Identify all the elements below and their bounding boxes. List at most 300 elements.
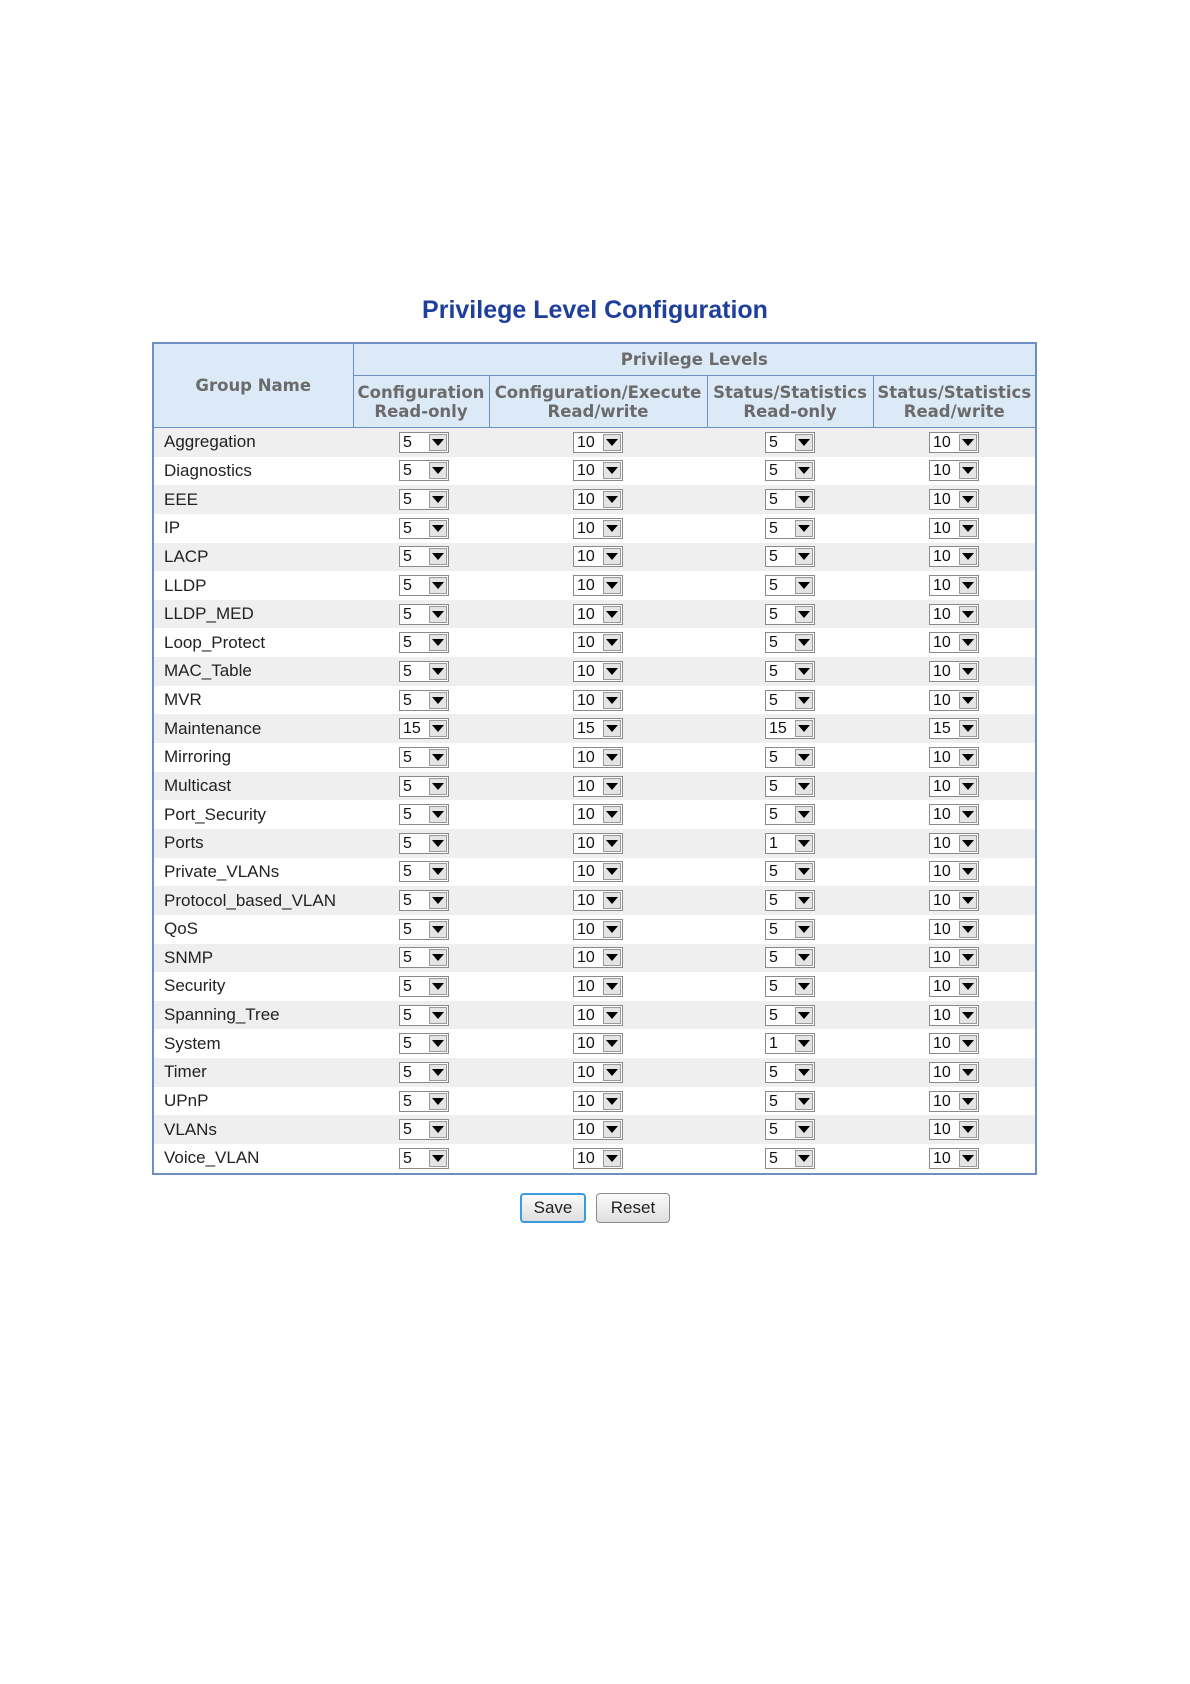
- dropdown-arrow-icon[interactable]: [795, 1064, 813, 1081]
- dropdown-arrow-icon[interactable]: [795, 491, 813, 508]
- privilege-select-status-readwrite[interactable]: [929, 976, 979, 997]
- privilege-select-status-readwrite[interactable]: [929, 890, 979, 911]
- privilege-select-value: 10: [933, 519, 951, 537]
- privilege-select-config-readonly[interactable]: [399, 489, 449, 510]
- dropdown-arrow-icon[interactable]: [795, 520, 813, 537]
- dropdown-arrow-icon[interactable]: [959, 548, 977, 565]
- privilege-select-value: 10: [577, 1006, 595, 1024]
- privilege-cell: [489, 1058, 707, 1087]
- group-name-cell: LLDP: [153, 571, 353, 600]
- privilege-select-status-readonly[interactable]: [765, 1148, 815, 1169]
- privilege-cell: [873, 714, 1036, 743]
- privilege-select-config-execute-readwrite[interactable]: [573, 1148, 623, 1169]
- privilege-select-config-execute-readwrite[interactable]: [573, 546, 623, 567]
- dropdown-arrow-icon[interactable]: [429, 1121, 447, 1138]
- dropdown-arrow-icon[interactable]: [959, 577, 977, 594]
- privilege-cell: [489, 829, 707, 858]
- privilege-select-config-execute-readwrite[interactable]: [573, 1062, 623, 1083]
- privilege-select-config-execute-readwrite[interactable]: [573, 661, 623, 682]
- privilege-select-status-readwrite[interactable]: [929, 518, 979, 539]
- dropdown-arrow-icon[interactable]: [429, 778, 447, 795]
- privilege-select-config-readonly[interactable]: [399, 604, 449, 625]
- dropdown-arrow-icon[interactable]: [959, 1121, 977, 1138]
- dropdown-arrow-icon[interactable]: [603, 462, 621, 479]
- privilege-select-config-readonly[interactable]: [399, 1062, 449, 1083]
- privilege-select-status-readwrite[interactable]: [929, 833, 979, 854]
- dropdown-arrow-icon[interactable]: [429, 892, 447, 909]
- privilege-select-config-execute-readwrite[interactable]: [573, 804, 623, 825]
- group-name-cell: EEE: [153, 485, 353, 514]
- dropdown-arrow-icon[interactable]: [795, 577, 813, 594]
- dropdown-arrow-icon[interactable]: [429, 577, 447, 594]
- dropdown-arrow-icon[interactable]: [959, 749, 977, 766]
- privilege-cell: [873, 743, 1036, 772]
- privilege-select-value: 10: [577, 806, 595, 824]
- dropdown-arrow-icon[interactable]: [795, 978, 813, 995]
- privilege-select-status-readonly[interactable]: [765, 718, 815, 739]
- dropdown-arrow-icon[interactable]: [959, 462, 977, 479]
- dropdown-arrow-icon[interactable]: [429, 1007, 447, 1024]
- privilege-select-value: 1: [769, 834, 778, 852]
- privilege-select-status-readwrite[interactable]: [929, 1062, 979, 1083]
- dropdown-arrow-icon[interactable]: [959, 978, 977, 995]
- privilege-select-config-execute-readwrite[interactable]: [573, 460, 623, 481]
- privilege-select-status-readwrite[interactable]: [929, 432, 979, 453]
- dropdown-arrow-icon[interactable]: [429, 606, 447, 623]
- dropdown-arrow-icon[interactable]: [795, 921, 813, 938]
- dropdown-arrow-icon[interactable]: [959, 1064, 977, 1081]
- privilege-select-status-readonly[interactable]: [765, 890, 815, 911]
- dropdown-arrow-icon[interactable]: [603, 949, 621, 966]
- privilege-cell: [873, 657, 1036, 686]
- privilege-select-config-execute-readwrite[interactable]: [573, 1091, 623, 1112]
- dropdown-arrow-icon[interactable]: [795, 1121, 813, 1138]
- privilege-select-status-readonly[interactable]: [765, 947, 815, 968]
- dropdown-arrow-icon[interactable]: [959, 720, 977, 737]
- privilege-select-config-readonly[interactable]: [399, 546, 449, 567]
- privilege-select-status-readonly[interactable]: [765, 632, 815, 653]
- dropdown-arrow-icon[interactable]: [959, 949, 977, 966]
- dropdown-arrow-icon[interactable]: [959, 1035, 977, 1052]
- privilege-select-value: 5: [403, 863, 412, 881]
- privilege-select-config-readonly[interactable]: [399, 1119, 449, 1140]
- dropdown-arrow-icon[interactable]: [429, 1093, 447, 1110]
- privilege-select-value: 5: [769, 634, 778, 652]
- reset-button[interactable]: Reset: [596, 1193, 670, 1223]
- privilege-select-config-readonly[interactable]: [399, 947, 449, 968]
- privilege-select-config-readonly[interactable]: [399, 1005, 449, 1026]
- privilege-select-config-execute-readwrite[interactable]: [573, 575, 623, 596]
- privilege-select-config-readonly[interactable]: [399, 718, 449, 739]
- dropdown-arrow-icon[interactable]: [795, 434, 813, 451]
- dropdown-arrow-icon[interactable]: [429, 749, 447, 766]
- privilege-select-status-readonly[interactable]: [765, 747, 815, 768]
- table-row: [153, 1115, 1036, 1144]
- privilege-select-value: 10: [933, 977, 951, 995]
- privilege-select-value: 5: [403, 662, 412, 680]
- privilege-select-status-readonly[interactable]: [765, 432, 815, 453]
- privilege-select-config-execute-readwrite[interactable]: [573, 833, 623, 854]
- privilege-cell: [707, 514, 873, 543]
- privilege-select-status-readwrite[interactable]: [929, 575, 979, 596]
- privilege-select-status-readonly[interactable]: [765, 861, 815, 882]
- dropdown-arrow-icon[interactable]: [959, 921, 977, 938]
- privilege-cell: [873, 457, 1036, 486]
- dropdown-arrow-icon[interactable]: [429, 806, 447, 823]
- privilege-select-config-readonly[interactable]: [399, 976, 449, 997]
- privilege-select-value: 5: [403, 433, 412, 451]
- privilege-cell: [707, 628, 873, 657]
- group-name-cell: Spanning_Tree: [153, 1001, 353, 1030]
- privilege-select-value: 5: [769, 577, 778, 595]
- privilege-select-status-readwrite[interactable]: [929, 861, 979, 882]
- privilege-cell: [489, 457, 707, 486]
- privilege-select-config-readonly[interactable]: [399, 861, 449, 882]
- dropdown-arrow-icon[interactable]: [795, 1035, 813, 1052]
- privilege-select-value: 5: [769, 662, 778, 680]
- dropdown-arrow-icon[interactable]: [795, 1007, 813, 1024]
- dropdown-arrow-icon[interactable]: [959, 434, 977, 451]
- privilege-select-status-readonly[interactable]: [765, 1119, 815, 1140]
- dropdown-arrow-icon[interactable]: [603, 1093, 621, 1110]
- privilege-select-value: 15: [933, 720, 951, 738]
- privilege-select-value: 5: [403, 491, 412, 509]
- dropdown-arrow-icon[interactable]: [603, 978, 621, 995]
- privilege-select-status-readonly[interactable]: [765, 776, 815, 797]
- privilege-cell: [873, 1058, 1036, 1087]
- dropdown-arrow-icon[interactable]: [795, 548, 813, 565]
- privilege-select-config-readonly[interactable]: [399, 1148, 449, 1169]
- dropdown-arrow-icon[interactable]: [429, 634, 447, 651]
- table-row: [153, 571, 1036, 600]
- privilege-cell: [707, 714, 873, 743]
- privilege-select-config-execute-readwrite[interactable]: [573, 1005, 623, 1026]
- privilege-select-status-readwrite[interactable]: [929, 604, 979, 625]
- privilege-select-config-readonly[interactable]: [399, 432, 449, 453]
- privilege-select-value: 5: [769, 433, 778, 451]
- privilege-select-value: 5: [403, 1149, 412, 1167]
- privilege-select-config-readonly[interactable]: [399, 518, 449, 539]
- dropdown-arrow-icon[interactable]: [603, 692, 621, 709]
- privilege-select-value: 10: [577, 519, 595, 537]
- privilege-select-status-readwrite[interactable]: [929, 546, 979, 567]
- dropdown-arrow-icon[interactable]: [959, 778, 977, 795]
- privilege-select-value: 1: [769, 1035, 778, 1053]
- privilege-select-value: 10: [577, 977, 595, 995]
- privilege-select-config-readonly[interactable]: [399, 690, 449, 711]
- dropdown-arrow-icon[interactable]: [959, 863, 977, 880]
- dropdown-arrow-icon[interactable]: [603, 720, 621, 737]
- privilege-select-value: 5: [403, 691, 412, 709]
- privilege-cell: [873, 514, 1036, 543]
- privilege-select-status-readonly[interactable]: [765, 604, 815, 625]
- privilege-cell: [707, 858, 873, 887]
- privilege-select-config-readonly[interactable]: [399, 460, 449, 481]
- privilege-select-status-readwrite[interactable]: [929, 776, 979, 797]
- table-row: [153, 944, 1036, 973]
- privilege-select-config-readonly[interactable]: [399, 919, 449, 940]
- dropdown-arrow-icon[interactable]: [795, 462, 813, 479]
- privilege-select-config-execute-readwrite[interactable]: [573, 947, 623, 968]
- dropdown-arrow-icon[interactable]: [429, 921, 447, 938]
- dropdown-arrow-icon[interactable]: [429, 720, 447, 737]
- privilege-cell: [489, 1029, 707, 1058]
- dropdown-arrow-icon[interactable]: [959, 892, 977, 909]
- dropdown-arrow-icon[interactable]: [603, 1064, 621, 1081]
- privilege-select-value: 10: [577, 605, 595, 623]
- privilege-select-status-readwrite[interactable]: [929, 1033, 979, 1054]
- group-name-cell: Loop_Protect: [153, 628, 353, 657]
- privilege-select-status-readonly[interactable]: [765, 833, 815, 854]
- privilege-cell: [873, 858, 1036, 887]
- privilege-select-config-execute-readwrite[interactable]: [573, 489, 623, 510]
- privilege-select-value: 5: [403, 748, 412, 766]
- privilege-select-config-execute-readwrite[interactable]: [573, 747, 623, 768]
- privilege-select-config-execute-readwrite[interactable]: [573, 632, 623, 653]
- dropdown-arrow-icon[interactable]: [429, 949, 447, 966]
- dropdown-arrow-icon[interactable]: [429, 434, 447, 451]
- dropdown-arrow-icon[interactable]: [603, 520, 621, 537]
- privilege-select-status-readwrite[interactable]: [929, 1005, 979, 1026]
- dropdown-arrow-icon[interactable]: [795, 692, 813, 709]
- dropdown-arrow-icon[interactable]: [795, 949, 813, 966]
- privilege-select-status-readwrite[interactable]: [929, 947, 979, 968]
- privilege-select-config-readonly[interactable]: [399, 776, 449, 797]
- privilege-select-value: 10: [933, 662, 951, 680]
- privilege-select-value: 10: [933, 949, 951, 967]
- privilege-select-status-readwrite[interactable]: [929, 690, 979, 711]
- privilege-select-status-readonly[interactable]: [765, 518, 815, 539]
- privilege-select-value: 10: [933, 1063, 951, 1081]
- dropdown-arrow-icon[interactable]: [795, 892, 813, 909]
- dropdown-arrow-icon[interactable]: [429, 978, 447, 995]
- privilege-select-status-readonly[interactable]: [765, 1062, 815, 1083]
- dropdown-arrow-icon[interactable]: [429, 835, 447, 852]
- privilege-cell: [489, 800, 707, 829]
- privilege-cell: [707, 1144, 873, 1174]
- privilege-select-status-readonly[interactable]: [765, 1005, 815, 1026]
- dropdown-arrow-icon[interactable]: [603, 663, 621, 680]
- privilege-select-value: 10: [577, 1092, 595, 1110]
- privilege-select-config-readonly[interactable]: [399, 575, 449, 596]
- privilege-cell: [873, 915, 1036, 944]
- privilege-cell: [489, 543, 707, 572]
- privilege-cell: [353, 944, 489, 973]
- dropdown-arrow-icon[interactable]: [603, 1150, 621, 1167]
- dropdown-arrow-icon[interactable]: [429, 548, 447, 565]
- privilege-select-value: 10: [933, 548, 951, 566]
- dropdown-arrow-icon[interactable]: [959, 634, 977, 651]
- dropdown-arrow-icon[interactable]: [603, 548, 621, 565]
- privilege-select-value: 10: [577, 462, 595, 480]
- privilege-select-value: 10: [933, 1006, 951, 1024]
- privilege-select-value: 5: [403, 548, 412, 566]
- privilege-select-status-readonly[interactable]: [765, 575, 815, 596]
- privilege-select-value: 5: [403, 949, 412, 967]
- privilege-select-status-readonly[interactable]: [765, 460, 815, 481]
- privilege-select-status-readwrite[interactable]: [929, 919, 979, 940]
- dropdown-arrow-icon[interactable]: [429, 520, 447, 537]
- privilege-select-value: 10: [577, 748, 595, 766]
- dropdown-arrow-icon[interactable]: [429, 692, 447, 709]
- dropdown-arrow-icon[interactable]: [959, 491, 977, 508]
- dropdown-arrow-icon[interactable]: [959, 520, 977, 537]
- table-row: [153, 514, 1036, 543]
- privilege-select-config-readonly[interactable]: [399, 804, 449, 825]
- dropdown-arrow-icon[interactable]: [603, 1007, 621, 1024]
- privilege-select-status-readwrite[interactable]: [929, 632, 979, 653]
- privilege-cell: [707, 800, 873, 829]
- privilege-select-value: 10: [577, 548, 595, 566]
- dropdown-arrow-icon[interactable]: [429, 663, 447, 680]
- dropdown-arrow-icon[interactable]: [959, 1093, 977, 1110]
- dropdown-arrow-icon[interactable]: [603, 806, 621, 823]
- privilege-select-config-execute-readwrite[interactable]: [573, 1033, 623, 1054]
- dropdown-arrow-icon[interactable]: [603, 1121, 621, 1138]
- privilege-select-config-execute-readwrite[interactable]: [573, 776, 623, 797]
- privilege-select-config-readonly[interactable]: [399, 1033, 449, 1054]
- privilege-select-status-readonly[interactable]: [765, 546, 815, 567]
- dropdown-arrow-icon[interactable]: [795, 1093, 813, 1110]
- dropdown-arrow-icon[interactable]: [603, 778, 621, 795]
- privilege-select-status-readwrite[interactable]: [929, 1119, 979, 1140]
- privilege-select-config-execute-readwrite[interactable]: [573, 890, 623, 911]
- dropdown-arrow-icon[interactable]: [603, 1035, 621, 1052]
- privilege-select-config-readonly[interactable]: [399, 661, 449, 682]
- group-name-cell: Mirroring: [153, 743, 353, 772]
- dropdown-arrow-icon[interactable]: [795, 1150, 813, 1167]
- group-name-cell: Timer: [153, 1058, 353, 1087]
- dropdown-arrow-icon[interactable]: [603, 606, 621, 623]
- dropdown-arrow-icon[interactable]: [429, 1064, 447, 1081]
- dropdown-arrow-icon[interactable]: [795, 835, 813, 852]
- dropdown-arrow-icon[interactable]: [603, 577, 621, 594]
- privilege-select-status-readonly[interactable]: [765, 1033, 815, 1054]
- dropdown-arrow-icon[interactable]: [603, 835, 621, 852]
- privilege-select-value: 15: [769, 720, 787, 738]
- dropdown-arrow-icon[interactable]: [795, 720, 813, 737]
- table-row: [153, 886, 1036, 915]
- dropdown-arrow-icon[interactable]: [603, 634, 621, 651]
- dropdown-arrow-icon[interactable]: [603, 921, 621, 938]
- dropdown-arrow-icon[interactable]: [429, 491, 447, 508]
- privilege-select-config-execute-readwrite[interactable]: [573, 976, 623, 997]
- dropdown-arrow-icon[interactable]: [429, 863, 447, 880]
- dropdown-arrow-icon[interactable]: [795, 634, 813, 651]
- dropdown-arrow-icon[interactable]: [429, 462, 447, 479]
- privilege-select-config-execute-readwrite[interactable]: [573, 718, 623, 739]
- privilege-select-config-readonly[interactable]: [399, 1091, 449, 1112]
- privilege-select-config-readonly[interactable]: [399, 890, 449, 911]
- group-name-cell: Aggregation: [153, 428, 353, 457]
- privilege-select-status-readwrite[interactable]: [929, 489, 979, 510]
- privilege-select-config-execute-readwrite[interactable]: [573, 432, 623, 453]
- privilege-cell: [707, 1087, 873, 1116]
- privilege-select-value: 5: [769, 462, 778, 480]
- privilege-select-status-readonly[interactable]: [765, 489, 815, 510]
- dropdown-arrow-icon[interactable]: [795, 606, 813, 623]
- privilege-select-status-readwrite[interactable]: [929, 661, 979, 682]
- privilege-select-config-readonly[interactable]: [399, 747, 449, 768]
- privilege-select-value: 5: [769, 605, 778, 623]
- privilege-cell: [353, 800, 489, 829]
- save-button[interactable]: Save: [520, 1193, 586, 1223]
- dropdown-arrow-icon[interactable]: [795, 663, 813, 680]
- privilege-cell: [353, 1029, 489, 1058]
- privilege-select-status-readonly[interactable]: [765, 1091, 815, 1112]
- privilege-select-status-readonly[interactable]: [765, 976, 815, 997]
- dropdown-arrow-icon[interactable]: [959, 835, 977, 852]
- privilege-cell: [707, 1058, 873, 1087]
- privilege-select-value: 10: [577, 634, 595, 652]
- privilege-cell: [707, 571, 873, 600]
- privilege-select-config-execute-readwrite[interactable]: [573, 1119, 623, 1140]
- table-row: [153, 1001, 1036, 1030]
- privilege-select-status-readonly[interactable]: [765, 804, 815, 825]
- dropdown-arrow-icon[interactable]: [959, 663, 977, 680]
- privilege-select-status-readwrite[interactable]: [929, 804, 979, 825]
- dropdown-arrow-icon[interactable]: [959, 806, 977, 823]
- group-name-cell: QoS: [153, 915, 353, 944]
- privilege-select-status-readwrite[interactable]: [929, 1148, 979, 1169]
- privilege-select-config-execute-readwrite[interactable]: [573, 518, 623, 539]
- dropdown-arrow-icon[interactable]: [959, 692, 977, 709]
- dropdown-arrow-icon[interactable]: [959, 1007, 977, 1024]
- privilege-select-status-readwrite[interactable]: [929, 1091, 979, 1112]
- privilege-select-config-execute-readwrite[interactable]: [573, 861, 623, 882]
- privilege-cell: [489, 915, 707, 944]
- privilege-select-status-readonly[interactable]: [765, 690, 815, 711]
- table-row: [153, 543, 1036, 572]
- dropdown-arrow-icon[interactable]: [603, 434, 621, 451]
- privilege-select-status-readonly[interactable]: [765, 661, 815, 682]
- privilege-cell: [707, 1029, 873, 1058]
- privilege-select-value: 5: [769, 863, 778, 881]
- dropdown-arrow-icon[interactable]: [795, 806, 813, 823]
- dropdown-arrow-icon[interactable]: [603, 863, 621, 880]
- dropdown-arrow-icon[interactable]: [429, 1035, 447, 1052]
- privilege-select-config-execute-readwrite[interactable]: [573, 919, 623, 940]
- privilege-select-status-readonly[interactable]: [765, 919, 815, 940]
- privilege-select-config-execute-readwrite[interactable]: [573, 690, 623, 711]
- dropdown-arrow-icon[interactable]: [959, 1150, 977, 1167]
- dropdown-arrow-icon[interactable]: [795, 749, 813, 766]
- privilege-select-value: 10: [933, 433, 951, 451]
- privilege-select-config-readonly[interactable]: [399, 833, 449, 854]
- dropdown-arrow-icon[interactable]: [603, 892, 621, 909]
- privilege-cell: [489, 1115, 707, 1144]
- dropdown-arrow-icon[interactable]: [959, 606, 977, 623]
- privilege-select-status-readwrite[interactable]: [929, 460, 979, 481]
- group-name-cell: LLDP_MED: [153, 600, 353, 629]
- privilege-select-config-execute-readwrite[interactable]: [573, 604, 623, 625]
- dropdown-arrow-icon[interactable]: [429, 1150, 447, 1167]
- dropdown-arrow-icon[interactable]: [603, 491, 621, 508]
- dropdown-arrow-icon[interactable]: [795, 863, 813, 880]
- privilege-cell: [489, 571, 707, 600]
- privilege-cell: [707, 657, 873, 686]
- dropdown-arrow-icon[interactable]: [603, 749, 621, 766]
- privilege-select-status-readwrite[interactable]: [929, 747, 979, 768]
- privilege-select-value: 5: [769, 519, 778, 537]
- privilege-select-config-readonly[interactable]: [399, 632, 449, 653]
- dropdown-arrow-icon[interactable]: [795, 778, 813, 795]
- privilege-cell: [353, 1087, 489, 1116]
- privilege-cell: [707, 772, 873, 801]
- privilege-select-status-readwrite[interactable]: [929, 718, 979, 739]
- privilege-select-value: 15: [577, 720, 595, 738]
- privilege-select-value: 10: [933, 834, 951, 852]
